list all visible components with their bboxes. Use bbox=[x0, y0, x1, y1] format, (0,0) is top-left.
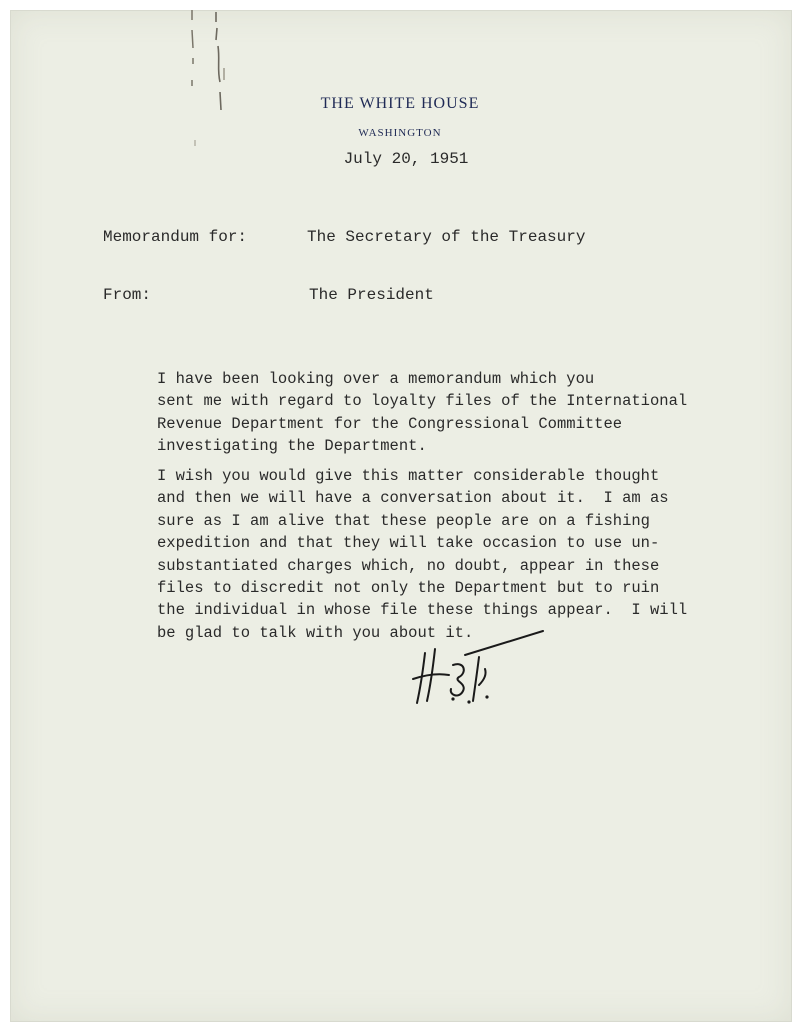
body-line: investigating the Department. bbox=[157, 437, 427, 456]
body-line: substantiated charges which, no doubt, appear in these bbox=[157, 556, 660, 575]
letter-date: July 20, 1951 bbox=[343, 150, 469, 168]
body-line: sent me with regard to loyalty files of the International bbox=[157, 392, 688, 411]
body-line: files to discredit not only the Department but to ruin bbox=[157, 579, 660, 598]
letterhead-city: WASHINGTON bbox=[358, 127, 442, 139]
body-line: expedition and that they will take occasion to use un- bbox=[157, 534, 660, 553]
body-line: Revenue Department for the Congressional Committee bbox=[157, 414, 623, 433]
body-line: I wish you would give this matter considerable thought bbox=[157, 467, 660, 485]
memo-to-value: The Secretary of the Treasury bbox=[307, 228, 586, 246]
letterhead-title: THE WHITE HOUSE bbox=[320, 95, 480, 112]
body-line: and then we will have a conversation about it. I am as bbox=[157, 489, 669, 508]
body-line: sure as I am alive that these people are on a fishing bbox=[157, 511, 650, 530]
body-paragraph-2 bbox=[157, 465, 757, 644]
binder-hole-marks bbox=[180, 0, 240, 170]
body-line: I have been looking over a memorandum which you bbox=[157, 370, 595, 388]
body-line: the individual in whose file these things appear. I will bbox=[157, 601, 688, 620]
memo-to-label: Memorandum for: bbox=[103, 228, 248, 246]
memo-from-value: The President bbox=[309, 286, 434, 304]
body-paragraph-1 bbox=[157, 368, 757, 458]
memo-from-label: From: bbox=[103, 286, 152, 304]
handwritten-signature bbox=[405, 625, 555, 715]
body-line: be glad to talk with you about it. bbox=[157, 623, 474, 642]
